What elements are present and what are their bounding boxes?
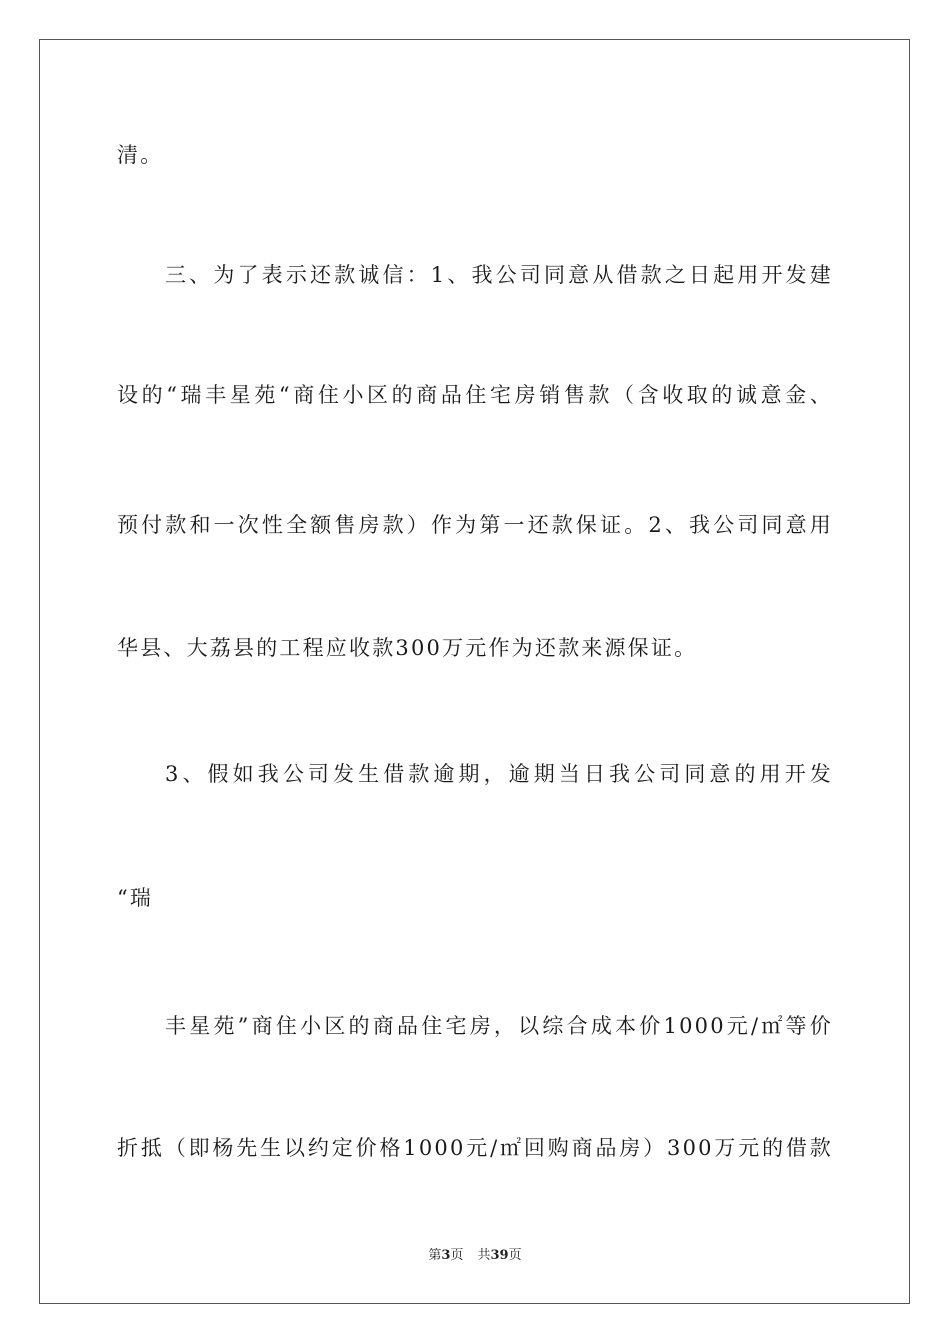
text-line-8: 丰星苑”商住小区的商品住宅房，以综合成本价1000元/㎡等价 xyxy=(165,1014,833,1038)
text-line-3: 设的“瑞丰星苑“商住小区的商品住宅房销售款（含收取的诚意金、 xyxy=(117,383,833,407)
page-footer xyxy=(0,1247,950,1265)
total-suffix: 页 xyxy=(508,1248,522,1263)
page-border xyxy=(39,39,910,1304)
text-line-2: 三、为了表示还款诚信：1、我公司同意从借款之日起用开发建 xyxy=(165,263,833,287)
text-line-9: 折抵（即杨先生以约定价格1000元/㎡回购商品房）300万元的借款 xyxy=(117,1136,833,1160)
text-line-1: 清。 xyxy=(117,143,164,167)
page-number: 3 xyxy=(441,1248,451,1263)
text-line-6: 3、假如我公司发生借款逾期，逾期当日我公司同意的用开发 xyxy=(165,762,833,786)
text-line-4: 预付款和一次性全额售房款）作为第一还款保证。2、我公司同意用 xyxy=(117,513,833,537)
text-line-5: 华县、大荔县的工程应收款300万元作为还款来源保证。 xyxy=(117,636,698,660)
total-prefix: 共 xyxy=(477,1248,491,1263)
page-suffix: 页 xyxy=(450,1248,464,1263)
total-pages: 39 xyxy=(490,1248,509,1263)
page-prefix: 第 xyxy=(428,1248,442,1263)
text-line-7: “瑞 xyxy=(117,886,154,910)
